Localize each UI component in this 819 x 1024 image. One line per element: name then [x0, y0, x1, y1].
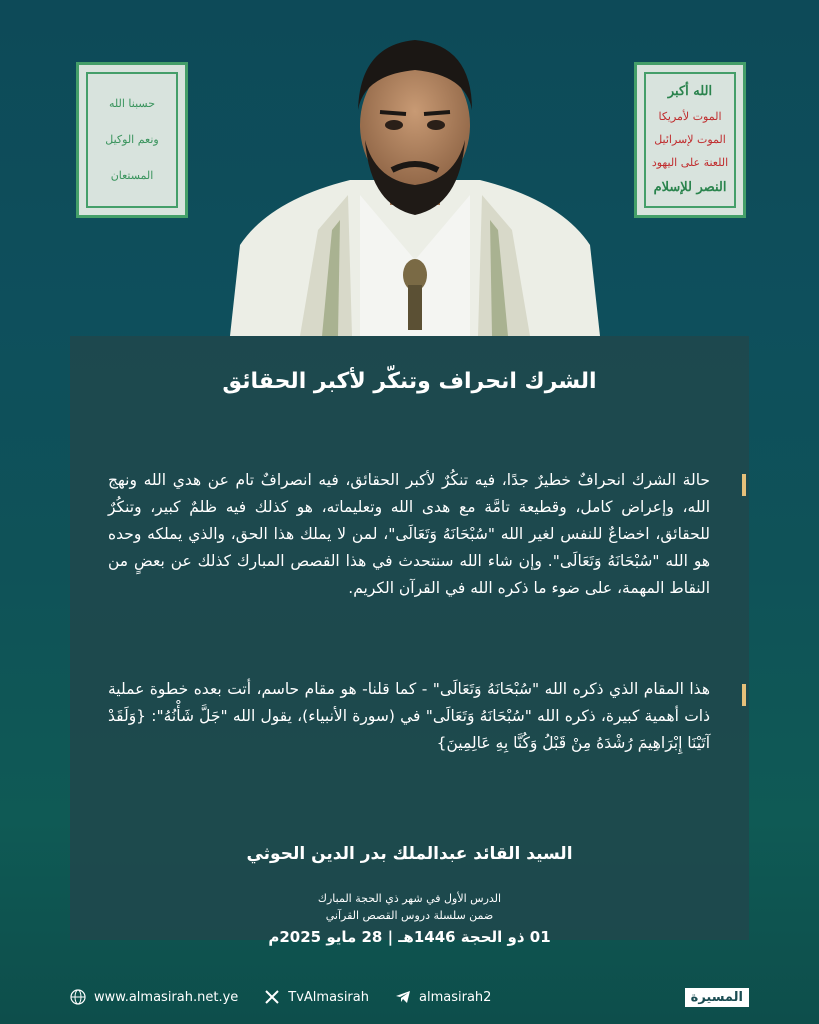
- quote-card: [70, 336, 749, 946]
- series-line: ضمن سلسلة دروس القصص القرآني: [325, 909, 494, 922]
- x-link[interactable]: [264, 989, 369, 1005]
- telegram-icon: [395, 989, 411, 1005]
- almasirah-logo: المسيرة: [685, 988, 749, 1007]
- telegram-text: almasirah2: [419, 989, 492, 1005]
- banner-line: ونعم الوكيل: [105, 132, 159, 146]
- x-logo-icon: [264, 989, 280, 1005]
- banner-line: حسبنا الله: [108, 96, 156, 110]
- banner-line: النصر للإسلام: [653, 179, 727, 195]
- paragraph-2: هذا المقام الذي ذكره الله "سُبْحَانَهُ وَتَعَالَى" - كما قلنا- هو مقام حاسم، أتت بعده خطوة عملية ذات أهمية كبيرة، ذكره الله "سُبْحَانَهُ وَتَعَالَى" في (سورة الأنبياء)، يقول الله "جَلَّ شَأْنُهُ": {وَلَقَدْ آتَيْنَا إِبْرَاهِيمَ رُشْدَهُ مِنْ قَبْلُ وَكُنَّا بِهِ عَالِمِينَ}: [108, 680, 710, 752]
- x-handle-text: TvAlmasirah: [288, 989, 369, 1005]
- card-title: الشرك انحراف وتنكّر لأكبر الحقائق: [222, 369, 597, 394]
- speaker-name: السيد القائد عبدالملك بدر الدين الحوثي: [246, 844, 573, 864]
- lesson-line: الدرس الأول في شهر ذي الحجة المبارك: [317, 892, 502, 905]
- slogan-banner: [634, 62, 746, 218]
- paragraph-marker: [742, 684, 746, 706]
- banner-line: الموت لأمريكا: [658, 109, 722, 123]
- paragraph-marker: [742, 474, 746, 496]
- footer: [70, 985, 749, 1009]
- paragraph-1: حالة الشرك انحرافٌ خطيرٌ جدًا، فيه تنكُرٌ لأكبر الحقائق، فيه انصرافٌ تام عن هدي الله ونهج الله، وإعراض كامل، وقطيعة تامَّة مع هدى الله وتعليماته، هو كذلك فيه ظلمٌ كبير، وتنكُرٌ للحقائق، اخضاعٌ للنفس لغير الله "سُبْحَانَهُ وَتَعَالَى"، لمن لا يملك هذا الحق، والذي يملكه وحده هو الله "سُبْحَانَهُ وَتَعَالَى". وإن شاء الله سنتحدث في هذا القصص المبارك كذلك عن بعضٍ من النقاط المهمة، على ضوء ما ذكره الله في القرآن الكريم.: [108, 471, 710, 597]
- website-link[interactable]: [70, 989, 238, 1005]
- banner-line: الموت لإسرائيل: [654, 132, 726, 146]
- left-banner: [76, 62, 188, 218]
- website-text: www.almasirah.net.ye: [94, 989, 239, 1005]
- globe-icon: [70, 989, 86, 1005]
- date-line: 01 ذو الحجة 1446هـ | 28 مايو 2025م: [268, 928, 551, 946]
- banner-line: الله أكبر: [667, 84, 713, 100]
- banner-line: اللعنة على اليهود: [651, 156, 729, 170]
- telegram-link[interactable]: [395, 989, 491, 1005]
- speaker-portrait: [230, 30, 600, 336]
- banner-line: المستعان: [110, 168, 154, 182]
